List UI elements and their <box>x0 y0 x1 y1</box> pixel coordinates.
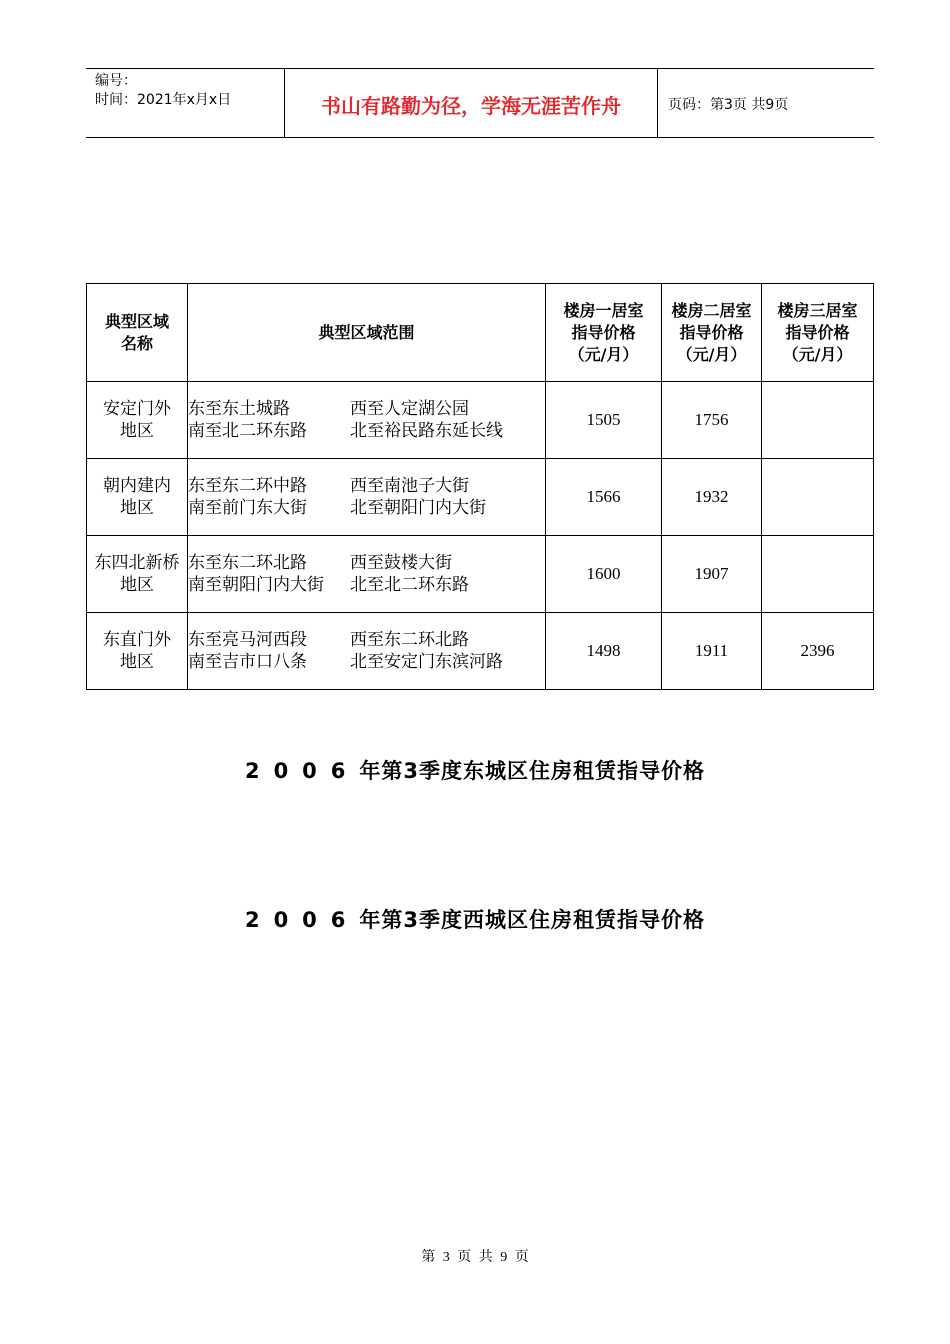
table-row <box>87 536 874 613</box>
rent-price-table <box>86 283 874 690</box>
price-one-bedroom: 1600 <box>546 536 662 613</box>
area-name-cell: 东直门外 地区 <box>87 613 188 690</box>
price-two-bedroom: 1756 <box>662 382 762 459</box>
area-range-cell: 东至东土城路 西至人定湖公园 南至北二环东路 北至裕民路东延长线 <box>188 382 546 459</box>
header-two-bedroom: 楼房二居室 指导价格 （元/月） <box>662 284 762 382</box>
serial-label: 编号： <box>95 73 137 89</box>
price-two-bedroom: 1932 <box>662 459 762 536</box>
header-area-name: 典型区域 名称 <box>87 284 188 382</box>
table-header-row <box>87 284 874 382</box>
area-name-cell: 朝内建内 地区 <box>87 459 188 536</box>
price-two-bedroom: 1911 <box>662 613 762 690</box>
price-two-bedroom: 1907 <box>662 536 762 613</box>
price-one-bedroom: 1566 <box>546 459 662 536</box>
price-three-bedroom: 2396 <box>762 613 874 690</box>
time-label: 时间：2021年x月x日 <box>95 92 232 108</box>
price-three-bedroom <box>762 459 874 536</box>
header-meta <box>86 69 285 137</box>
area-range-cell: 东至东二环北路 西至鼓楼大街 南至朝阳门内大街 北至北二环东路 <box>188 536 546 613</box>
table-row <box>87 459 874 536</box>
price-one-bedroom: 1505 <box>546 382 662 459</box>
price-one-bedroom: 1498 <box>546 613 662 690</box>
price-three-bedroom <box>762 536 874 613</box>
price-three-bedroom <box>762 382 874 459</box>
header-page-info: 页码：第3页 共9页 <box>668 97 789 113</box>
area-range-cell: 东至东二环中路 西至南池子大街 南至前门东大街 北至朝阳门内大街 <box>188 459 546 536</box>
area-name-cell: 东四北新桥 地区 <box>87 536 188 613</box>
table-row <box>87 382 874 459</box>
header-area-range: 典型区域范围 <box>188 284 546 382</box>
header-one-bedroom: 楼房一居室 指导价格 （元/月） <box>546 284 662 382</box>
header-three-bedroom: 楼房三居室 指导价格 （元/月） <box>762 284 874 382</box>
header-motto: 书山有路勤为径，学海无涯苦作舟 <box>285 69 658 137</box>
xicheng-section-title: 2006年第3季度西城区住房租赁指导价格 <box>244 908 706 932</box>
page-header <box>86 68 874 138</box>
table-row <box>87 613 874 690</box>
area-range-cell: 东至亮马河西段 西至东二环北路 南至吉市口八条 北至安定门东滨河路 <box>188 613 546 690</box>
dongcheng-section-title: 2006年第3季度东城区住房租赁指导价格 <box>244 759 706 783</box>
page-footer: 第 3 页 共 9 页 <box>421 1250 529 1265</box>
area-name-cell: 安定门外 地区 <box>87 382 188 459</box>
